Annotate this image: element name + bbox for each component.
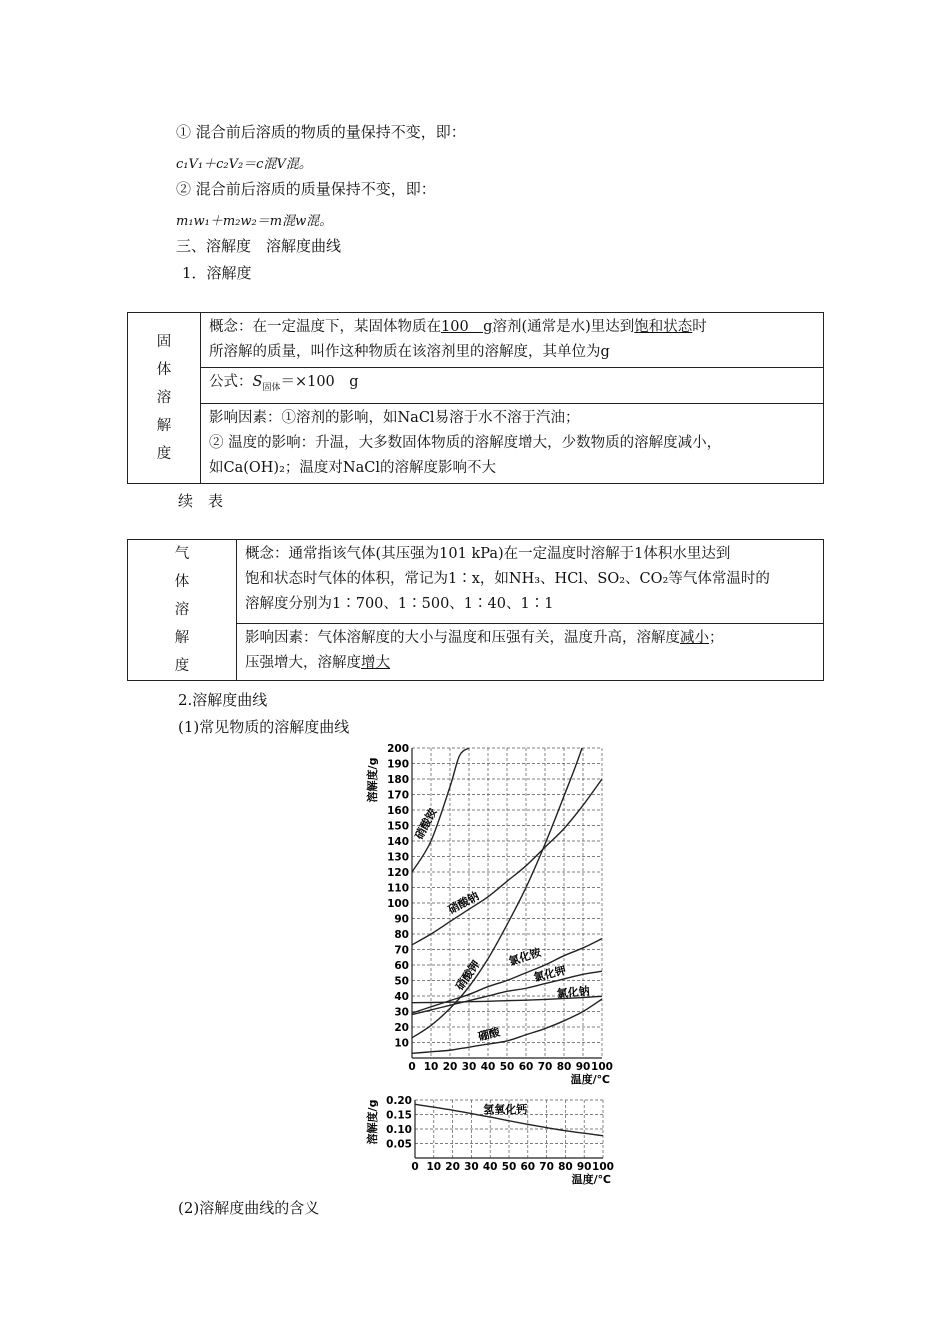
y-tick-label: 80 bbox=[394, 929, 409, 941]
series-label: 硝酸铵 bbox=[412, 806, 440, 842]
rule-mole-conservation: ① 混合前后溶质的物质的量保持不变，即： bbox=[176, 123, 466, 141]
gas-factors-cell: 影响因素：气体溶解度的大小与温度和压强有关，温度升高，溶解度减小； 压强增大，溶解度增大 bbox=[237, 623, 824, 680]
continued-label: 续 表 bbox=[178, 492, 224, 510]
gas-concept-cell: 概念：通常指该气体(其压强为101 kPa)在一定温度时溶解于1体积水里达到 饱和状态时气体的体积，常记为1∶x，如NH₃、HCl、SO₂、CO₂等气体常温时的 溶解度分别为1∶700、1∶500、1∶40、1∶1 bbox=[237, 540, 824, 624]
formula-mass-conservation: m₁w₁＋m₂w₂＝m混w混。 bbox=[176, 214, 333, 229]
x-tick-label: 70 bbox=[539, 1161, 554, 1173]
x-tick-label: 60 bbox=[518, 1061, 534, 1073]
x-axis-label: 温度/℃ bbox=[571, 1173, 611, 1186]
y-tick-label: 180 bbox=[387, 774, 409, 786]
series-label: 氯化钾 bbox=[532, 963, 568, 985]
x-tick-label: 0 bbox=[408, 1061, 416, 1073]
y-tick-label: 70 bbox=[394, 944, 409, 957]
x-tick-label: 40 bbox=[482, 1161, 498, 1173]
solid-factors-cell: 影响因素：①溶剂的影响，如NaCl易溶于水不溶于汽油； ② 温度的影响：升温，大多数固体物质的溶解度增大，少数物质的溶解度减小， 如Ca(OH)₂；温度对NaCl的溶解度影响不大 bbox=[201, 403, 824, 483]
y-tick-label: 110 bbox=[387, 882, 409, 895]
x-tick-label: 50 bbox=[499, 1061, 515, 1073]
y-tick-label: 200 bbox=[387, 743, 409, 755]
y-tick-label: 150 bbox=[387, 820, 409, 833]
blank-100g: 100 g bbox=[441, 319, 493, 335]
x-tick-label: 100 bbox=[592, 1161, 614, 1173]
x-tick-label: 30 bbox=[464, 1161, 479, 1173]
y-axis-label: 溶解度/g bbox=[366, 1099, 379, 1145]
y-tick-label: 190 bbox=[387, 758, 409, 771]
y-tick-label: 0.20 bbox=[386, 1095, 412, 1107]
solubility-curve-chart bbox=[360, 740, 630, 1090]
y-tick-label: 10 bbox=[394, 1037, 409, 1050]
x-axis-label: 温度/℃ bbox=[570, 1073, 610, 1086]
y-axis-label: 溶解度/g bbox=[366, 757, 379, 803]
x-tick-label: 80 bbox=[558, 1161, 573, 1173]
x-tick-label: 20 bbox=[445, 1161, 460, 1173]
x-tick-label: 40 bbox=[480, 1061, 496, 1073]
y-tick-label: 160 bbox=[387, 805, 409, 817]
x-tick-label: 60 bbox=[520, 1161, 536, 1173]
x-tick-label: 10 bbox=[426, 1161, 442, 1173]
x-tick-label: 90 bbox=[575, 1061, 591, 1073]
x-tick-label: 80 bbox=[556, 1061, 572, 1073]
blank-decrease: 减小 bbox=[680, 629, 709, 646]
formula-mole-conservation: c₁V₁＋c₂V₂＝c混V混。 bbox=[176, 157, 312, 172]
y-tick-label: 0.10 bbox=[386, 1124, 412, 1136]
solid-solubility-table bbox=[127, 312, 824, 484]
series-label: 氢氧化钙 bbox=[483, 1103, 528, 1117]
subsection-curve-title: 2.溶解度曲线 bbox=[178, 691, 268, 709]
x-tick-label: 70 bbox=[537, 1061, 553, 1073]
section-title: 三、溶解度 溶解度曲线 bbox=[176, 237, 342, 255]
curve-meaning-title: (2)溶解度曲线的含义 bbox=[178, 1199, 320, 1217]
subsection-solubility-title: 1．溶解度 bbox=[182, 264, 252, 282]
x-tick-label: 20 bbox=[442, 1061, 458, 1073]
solid-formula-cell: 公式：$S_{固体}=\times 100$ g bbox=[201, 368, 824, 404]
solid-concept-cell: 概念：在一定温度下，某固体物质在100 g溶剂(通常是水)里达到饱和状态时 所溶解的质量，叫作这种物质在该溶剂里的溶解度，其单位为g bbox=[201, 313, 824, 368]
y-tick-label: 20 bbox=[394, 1022, 409, 1034]
series-label: 硼酸 bbox=[476, 1025, 502, 1044]
y-tick-label: 30 bbox=[394, 1006, 409, 1019]
gas-solubility-table bbox=[127, 539, 824, 681]
y-tick-label: 100 bbox=[387, 898, 409, 910]
series-label: 氯化钠 bbox=[556, 984, 591, 1001]
y-tick-label: 120 bbox=[387, 867, 409, 879]
y-tick-label: 140 bbox=[387, 836, 409, 848]
x-tick-label: 0 bbox=[411, 1161, 419, 1173]
blank-increase: 增大 bbox=[361, 654, 390, 671]
series-label: 硝酸钠 bbox=[445, 889, 482, 917]
x-tick-label: 30 bbox=[461, 1061, 477, 1073]
blank-saturated: 饱和状态 bbox=[634, 319, 693, 335]
y-tick-label: 170 bbox=[387, 789, 409, 802]
y-tick-label: 90 bbox=[394, 913, 409, 926]
calcium-hydroxide-chart bbox=[360, 1092, 630, 1192]
common-curves-title: (1)常见物质的溶解度曲线 bbox=[178, 718, 350, 736]
y-tick-label: 40 bbox=[394, 991, 409, 1003]
y-tick-label: 0.05 bbox=[386, 1138, 412, 1151]
series-line-硝酸铵 bbox=[412, 748, 469, 872]
y-tick-label: 50 bbox=[394, 975, 409, 988]
y-tick-label: 130 bbox=[387, 851, 409, 864]
solid-table-side-label: 固 体 溶 解 度 bbox=[128, 313, 201, 484]
x-tick-label: 50 bbox=[501, 1161, 517, 1173]
x-tick-label: 100 bbox=[591, 1061, 613, 1073]
y-tick-label: 60 bbox=[394, 960, 409, 972]
y-tick-label: 0.15 bbox=[386, 1109, 412, 1122]
x-tick-label: 90 bbox=[576, 1161, 592, 1173]
rule-mass-conservation: ② 混合前后溶质的质量保持不变，即： bbox=[176, 180, 436, 198]
x-tick-label: 10 bbox=[423, 1061, 439, 1073]
gas-table-side-label: 气 体 溶 解 度 bbox=[128, 540, 237, 681]
series-label: 氯化铵 bbox=[507, 945, 543, 969]
series-label: 硝酸钾 bbox=[453, 958, 483, 993]
